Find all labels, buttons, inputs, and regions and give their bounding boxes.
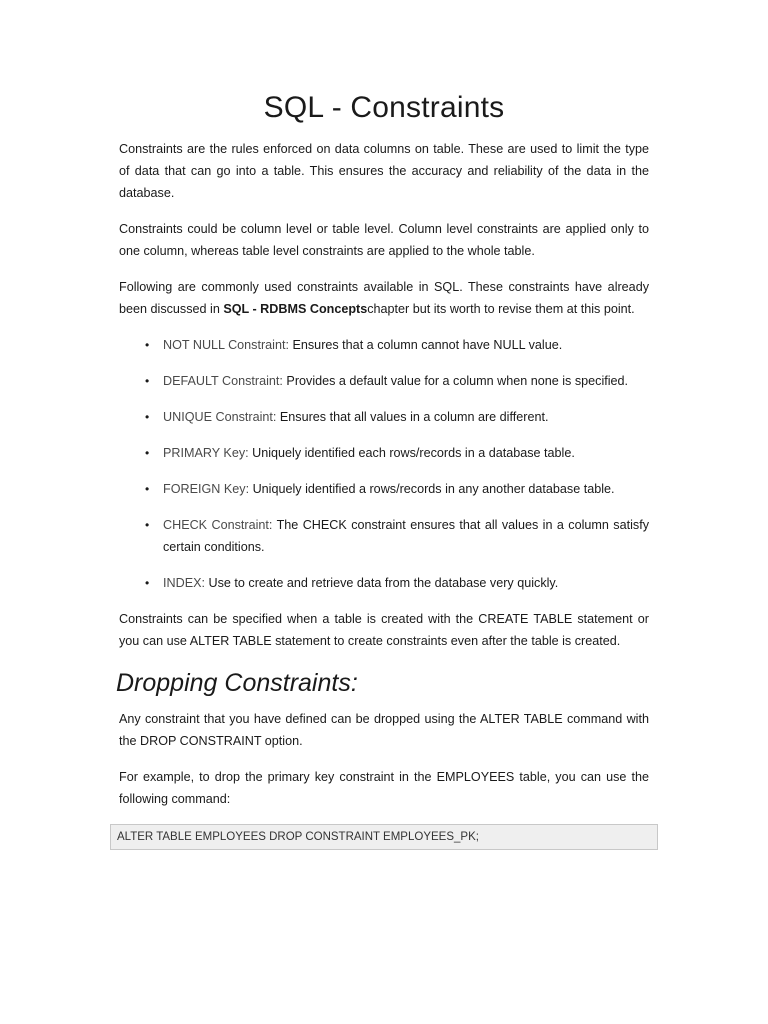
rdbms-concepts-reference: SQL - RDBMS Concepts: [223, 302, 368, 316]
after-list-paragraph: Constraints can be specified when a table is created with the CREATE TABLE statement or you can use ALTER TABLE statement to create constraints even after the table is created.: [119, 612, 649, 648]
constraint-term: UNIQUE Constraint:: [163, 410, 277, 424]
constraint-term: FOREIGN Key:: [163, 482, 250, 496]
bullet-icon: •: [145, 338, 150, 352]
list-item-default: [143, 370, 649, 392]
list-item-index: [143, 572, 649, 594]
bullet-icon: •: [145, 576, 150, 590]
list-item-unique: [143, 406, 649, 428]
list-item-check: [143, 514, 649, 558]
constraint-description: Ensures that all values in a column are different.: [276, 410, 549, 424]
constraint-description: Use to create and retrieve data from the database very quickly.: [205, 576, 559, 590]
list-item-not-null: [143, 334, 649, 356]
constraint-description: Uniquely identified each rows/records in a database table.: [248, 446, 575, 460]
dropping-paragraph-2: For example, to drop the primary key constraint in the EMPLOYEES table, you can use the following command:: [119, 770, 649, 806]
following-text-after: chapter but its worth to revise them at this point.: [367, 302, 635, 316]
list-item-primary-key: [143, 442, 649, 464]
following-paragraph: [119, 276, 649, 320]
constraint-description: Provides a default value for a column when none is specified.: [282, 374, 629, 388]
bullet-icon: •: [145, 446, 150, 460]
constraint-description: The CHECK constraint ensures that all values in a column satisfy certain conditions.: [163, 518, 649, 554]
constraint-term: CHECK Constraint:: [163, 518, 273, 532]
bullet-icon: •: [145, 518, 150, 532]
intro-paragraph-2: Constraints could be column level or table level. Column level constraints are applied only to one column, whereas table level constraints are applied to the whole table.: [119, 222, 649, 258]
bullet-icon: •: [145, 374, 150, 388]
dropping-constraints-heading: Dropping Constraints:: [116, 669, 358, 697]
constraint-description: Uniquely identified a rows/records in any another database table.: [249, 482, 615, 496]
constraint-term: PRIMARY Key:: [163, 446, 249, 460]
bullet-icon: •: [145, 482, 150, 496]
intro-paragraph-1: Constraints are the rules enforced on data columns on table. These are used to limit the type of data that can go into a table. This ensures the accuracy and reliability of the data in the database.: [119, 142, 649, 200]
constraint-term: NOT NULL Constraint:: [163, 338, 289, 352]
bullet-icon: •: [145, 410, 150, 424]
dropping-paragraph-1: Any constraint that you have defined can be dropped using the ALTER TABLE command with the DROP CONSTRAINT option.: [119, 712, 649, 748]
constraint-term: DEFAULT Constraint:: [163, 374, 283, 388]
list-item-foreign-key: [143, 478, 649, 500]
constraint-term: INDEX:: [163, 576, 205, 590]
constraints-list: [119, 334, 649, 594]
page-title: SQL - Constraints: [263, 91, 505, 124]
constraint-description: Ensures that a column cannot have NULL value.: [288, 338, 563, 352]
following-text-before: Following are commonly used constraints available in SQL. These constraints have already been discussed in: [119, 280, 649, 316]
code-block: ALTER TABLE EMPLOYEES DROP CONSTRAINT EMPLOYEES_PK;: [110, 824, 658, 850]
